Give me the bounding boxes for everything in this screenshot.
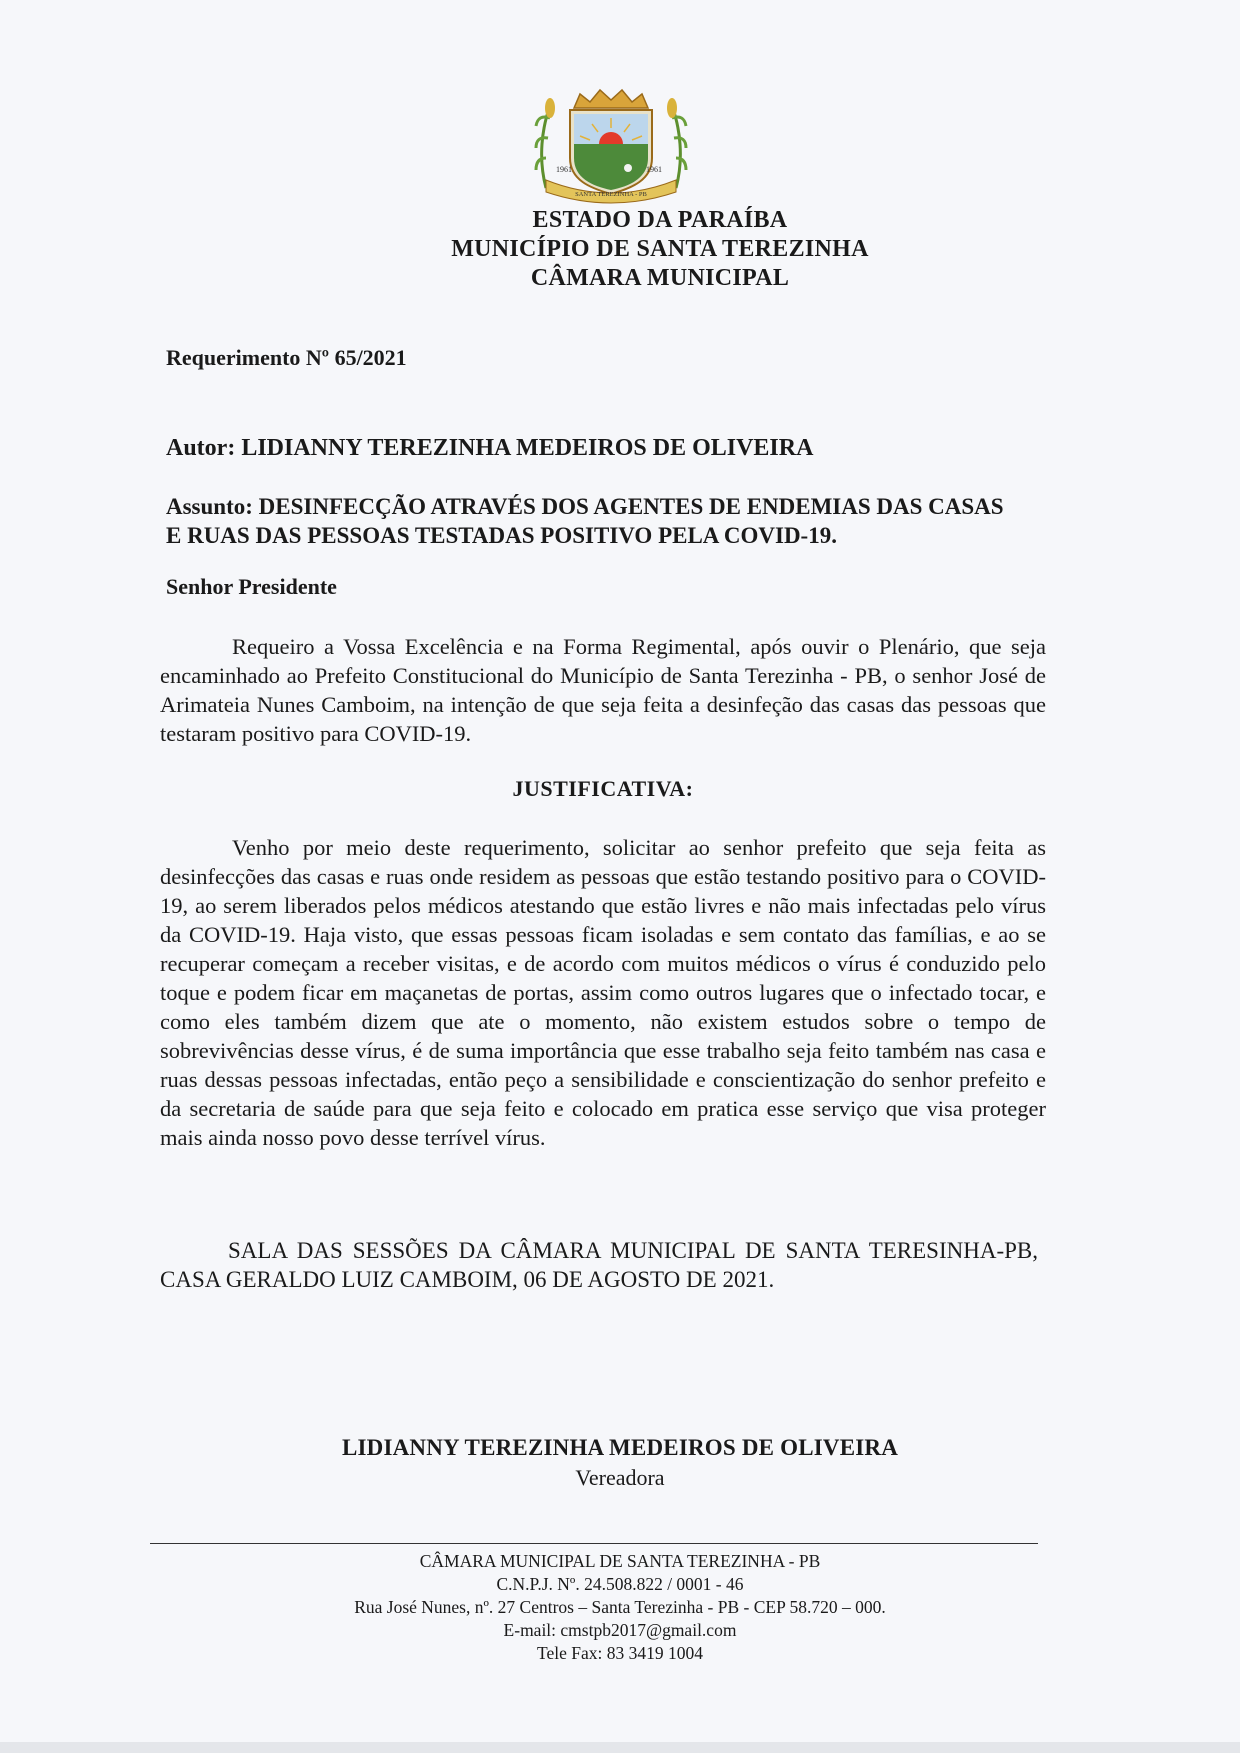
chamber-name: CÂMARA MUNICIPAL	[530, 265, 790, 291]
justification-paragraph: Venho por meio deste requerimento, solicitar ao senhor prefeito que seja feita as desinfecções das casas e ruas onde residem as pessoas que estão testando positivo para o COVID-19, ao serem liberados pelos médicos atestando que estão livres e não mais infectadas pelo vírus da COVID-19. Haja visto, que essas pessoas ficam isoladas e sem contato das famílias, e ao se recuperar começam a receber visitas, e de acordo com muitos médicos o vírus é conduzido pelo toque e podem ficar em maçanetas de portas, assim como outros lugares que o infectado tocar, e como eles também dizem que ate o momento, não existem estudos sobre o tempo de sobrevivências desse vírus, é de suma importância que esse trabalho seja feito também nas casa e ruas dessas pessoas infectadas, então peço a sensibilidade e conscientização do senhor prefeito e da secretaria de saúde para que seja feito e colocado em pratica esse serviço que visa proteger mais ainda nosso povo desse terrível vírus.	[160, 835, 1046, 1150]
author-line: Autor: LIDIANNY TEREZINHA MEDEIROS DE OLIVEIRA	[166, 435, 814, 461]
request-number: Requerimento Nº 65/2021	[166, 345, 407, 370]
footer-email: E-mail: cmstpb2017@gmail.com	[503, 1620, 737, 1640]
crest-year-right: 1961	[646, 165, 662, 174]
signature-block	[260, 1435, 980, 1491]
footer-phone: Tele Fax: 83 3419 1004	[537, 1643, 703, 1663]
crest-ribbon-text: SANTA TEREZINHA - PB	[575, 191, 647, 198]
justification-heading: JUSTIFICATIVA:	[512, 776, 694, 801]
footer-institution: CÂMARA MUNICIPAL DE SANTA TEREZINHA - PB	[419, 1551, 821, 1571]
signatory-role: Vereadora	[575, 1465, 665, 1490]
subject-line: Assunto: DESINFECÇÃO ATRAVÉS DOS AGENTES DE ENDEMIAS DAS CASAS E RUAS DAS PESSOAS TESTADAS POSITIVO PELA COVID-19.	[166, 494, 1004, 548]
municipality-name: MUNICÍPIO DE SANTA TEREZINHA	[451, 236, 869, 262]
request-paragraph: Requeiro a Vossa Excelência e na Forma Regimental, após ouvir o Plenário, que seja encaminhado ao Prefeito Constitucional do Município de Santa Terezinha - PB, o senhor José de Arimateia Nunes Camboim, na intenção de que seja feita a desinfeção das casas das pessoas que testaram positivo para COVID-19.	[160, 634, 1046, 746]
municipal-crest-icon	[528, 88, 694, 204]
scan-edge	[0, 1742, 1240, 1753]
crest-year-left: 1961	[556, 165, 572, 174]
footer	[240, 1550, 1000, 1665]
letterhead	[300, 206, 1020, 293]
state-name: ESTADO DA PARAÍBA	[532, 207, 788, 233]
footer-address: Rua José Nunes, nº. 27 Centros – Santa Terezinha - PB - CEP 58.720 – 000.	[354, 1597, 886, 1617]
footer-divider	[150, 1543, 1038, 1544]
signatory-name: LIDIANNY TEREZINHA MEDEIROS DE OLIVEIRA	[341, 1435, 899, 1460]
closing-statement: SALA DAS SESSÕES DA CÂMARA MUNICIPAL DE SANTA TERESINHA-PB, CASA GERALDO LUIZ CAMBOIM, 06 DE AGOSTO DE 2021.	[160, 1238, 1038, 1292]
footer-cnpj: C.N.P.J. Nº. 24.508.822 / 0001 - 46	[496, 1574, 744, 1594]
salutation: Senhor Presidente	[166, 574, 337, 599]
